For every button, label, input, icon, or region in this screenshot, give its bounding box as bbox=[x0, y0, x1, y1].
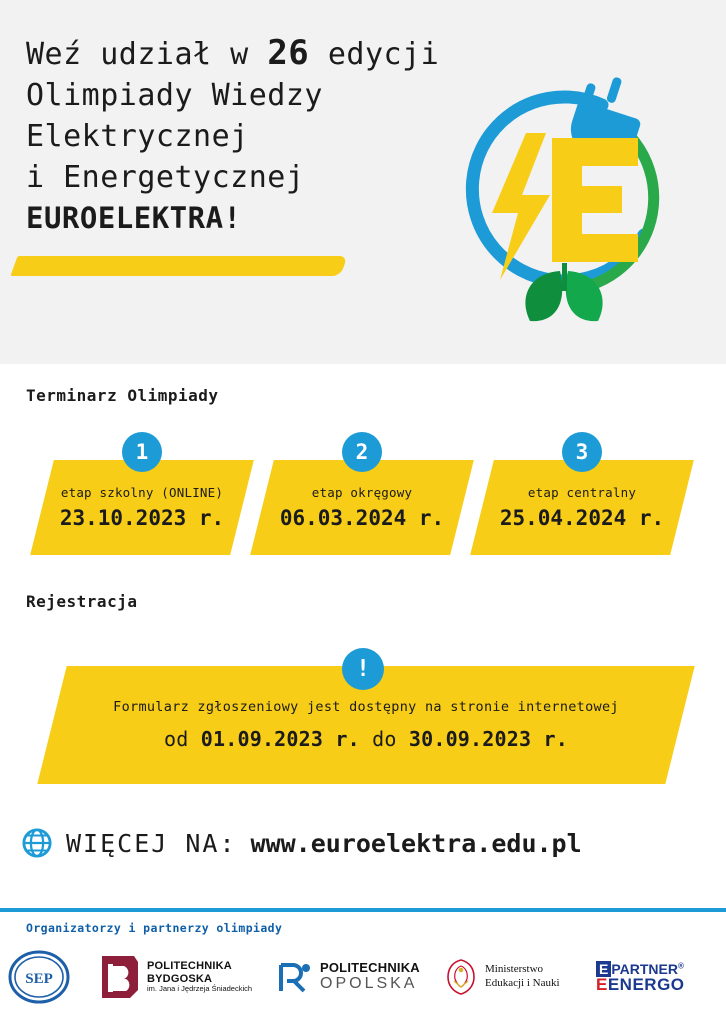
registration-card bbox=[0, 650, 726, 785]
website-url[interactable]: www.euroelektra.edu.pl bbox=[250, 828, 582, 858]
stage-label-3: etap centralny bbox=[527, 485, 637, 500]
partner-logos bbox=[0, 946, 726, 1008]
po-line1: POLITECHNIKA bbox=[320, 960, 420, 976]
registration-title: Rejestracja bbox=[26, 592, 138, 611]
pb-line3: im. Jana i Jędrzeja Śniadeckich bbox=[147, 984, 253, 994]
headline-line3: Elektrycznej bbox=[26, 119, 249, 155]
registration-period bbox=[164, 727, 568, 751]
energo-line2: EENERGO bbox=[596, 974, 685, 994]
po-line2: OPOLSKA bbox=[320, 975, 418, 993]
polish-eagle-icon bbox=[444, 957, 478, 997]
stage-card-3 bbox=[482, 440, 682, 555]
stage-card-2 bbox=[262, 440, 462, 555]
website-bar[interactable] bbox=[0, 812, 726, 874]
euroelektra-logo bbox=[434, 75, 684, 340]
headline-line2: Olimpiady Wiedzy bbox=[26, 78, 323, 114]
footer-title: Organizatorzy i partnerzy olimpiady bbox=[26, 921, 283, 935]
headline-part1: Weź udział w bbox=[26, 37, 268, 72]
stage-date-1: 23.10.2023 r. bbox=[59, 506, 225, 530]
brand-underline-highlight bbox=[10, 256, 347, 276]
stage-date-3: 25.04.2024 r. bbox=[499, 506, 665, 530]
page-title bbox=[26, 30, 446, 239]
partner-energo-text bbox=[596, 962, 685, 993]
stage-badge-3: 3 bbox=[562, 432, 602, 472]
schedule-title: Terminarz Olimpiady bbox=[26, 386, 219, 405]
stage-badge-1: 1 bbox=[122, 432, 162, 472]
headline-part2: edycji bbox=[309, 37, 440, 72]
stage-date-2: 06.03.2024 r. bbox=[279, 506, 445, 530]
registration-date-from: 01.09.2023 r. bbox=[200, 727, 360, 751]
partner-politechnika-bydgoska bbox=[96, 946, 252, 1008]
globe-icon bbox=[22, 828, 52, 858]
pb-line1: POLITECHNIKA bbox=[147, 960, 232, 973]
men-line2: Edukacji i Nauki bbox=[485, 977, 560, 989]
partner-politechnika-opolska bbox=[276, 946, 420, 1008]
registration-info-text: Formularz zgłoszeniowy jest dostępny na stronie internetowej bbox=[113, 699, 619, 715]
website-label: WIĘCEJ NA: bbox=[66, 828, 237, 858]
sep-logo-icon bbox=[8, 949, 70, 1005]
headline-brand: EUROELEKTRA! bbox=[26, 200, 242, 235]
ministerstwo-text bbox=[485, 963, 560, 991]
politechnika-bydgoska-mark-icon bbox=[96, 954, 140, 1000]
politechnika-opolska-mark-icon bbox=[276, 959, 312, 995]
registration-prefix: od bbox=[164, 727, 201, 751]
svg-text:SEP: SEP bbox=[25, 971, 53, 987]
headline-line4: i Energetycznej bbox=[26, 159, 305, 195]
stage-badge-2: 2 bbox=[342, 432, 382, 472]
stage-label-2: etap okręgowy bbox=[311, 485, 413, 500]
pb-line2: BYDGOSKA bbox=[147, 972, 213, 985]
energo-line1: E PARTNER® bbox=[596, 962, 685, 976]
exclamation-badge-icon: ! bbox=[342, 648, 384, 690]
poster-header bbox=[0, 0, 726, 364]
footer bbox=[0, 912, 726, 1011]
stage-card-1 bbox=[42, 440, 242, 555]
partner-ministerstwo-edukacji-i-nauki bbox=[444, 946, 560, 1008]
registration-middle: do bbox=[359, 727, 409, 751]
politechnika-opolska-text bbox=[320, 961, 420, 993]
schedule-stages bbox=[0, 440, 726, 570]
men-line1: Ministerstwo bbox=[485, 963, 544, 976]
partner-energo bbox=[596, 946, 685, 1008]
politechnika-bydgoska-text bbox=[147, 960, 252, 994]
stage-label-1: etap szkolny (ONLINE) bbox=[60, 485, 224, 500]
partner-sep bbox=[8, 946, 70, 1008]
registration-date-to: 30.09.2023 r. bbox=[408, 727, 568, 751]
headline-edition-number: 26 bbox=[267, 33, 310, 73]
